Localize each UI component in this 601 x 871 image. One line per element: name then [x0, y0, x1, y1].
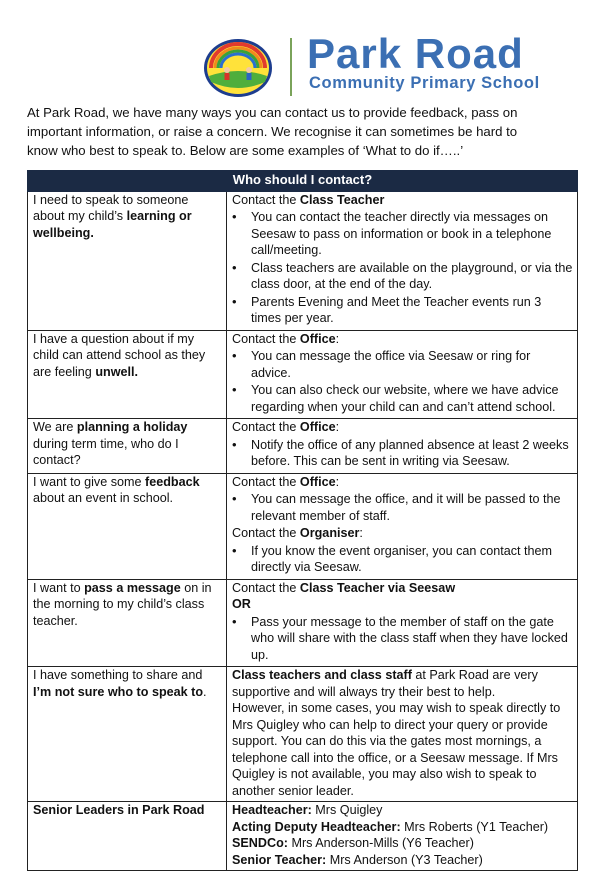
contact-who: Office [299, 331, 336, 346]
advice-list [232, 348, 573, 415]
table-header-row [28, 171, 578, 192]
question-text: on in the morning to my child’s class teacher. [33, 580, 212, 628]
leader-line [232, 819, 573, 836]
contact-who: Office [299, 420, 336, 434]
intro-line: know who best to speak to. Below are some examples of ‘What to do if…..’ [27, 143, 464, 158]
table-row [28, 802, 578, 871]
question-cell [28, 473, 227, 579]
leader-name: Mrs Anderson (Y3 Teacher) [326, 852, 483, 867]
question-emphasis: feedback [145, 474, 200, 489]
answer-cell [227, 330, 578, 419]
question-emphasis: unwell. [95, 364, 138, 379]
list-item: • You can message the office via Seesaw or ring for advice. [251, 348, 573, 381]
contact-table [27, 170, 578, 871]
question-emphasis: pass a message [84, 580, 181, 595]
question-cell [28, 579, 227, 667]
leaders-cell [227, 802, 578, 871]
contact-suffix: : [335, 331, 340, 346]
question-text: I want to [33, 580, 85, 595]
table-row [28, 419, 578, 474]
contact-who: Class Teacher [299, 192, 385, 207]
leader-line [232, 835, 573, 852]
advice-list [232, 209, 573, 327]
intro-paragraph [27, 103, 582, 160]
contact-who: Office [299, 474, 336, 489]
list-item: • Notify the office of any planned absence at least 2 weeks before. This can be sent in writing via Seesaw. [251, 437, 573, 470]
question-text: about an event in school. [33, 491, 174, 505]
question-text: We are [33, 420, 77, 434]
leader-role: Senior Teacher: [232, 852, 327, 867]
answer-text: at Park Road are very supportive and will always try their best to help. [232, 668, 538, 699]
leader-line [232, 852, 573, 869]
question-text: I need to speak to someone about my child’s [33, 192, 189, 223]
question-cell: Senior Leaders in Park Road [28, 802, 227, 871]
answer-cell [227, 473, 578, 579]
list-item: • You can contact the teacher directly via messages on Seesaw to pass on information or book in a telephone call/meeting. [251, 209, 573, 259]
list-item: • You can message the office, and it will be passed to the relevant member of staff. [251, 491, 573, 524]
contact-suffix: : [335, 420, 340, 434]
question-text: I have something to share and [33, 668, 203, 682]
answer-cell [227, 419, 578, 474]
answer-paragraph: However, in some cases, you may wish to speak directly to Mrs Quigley who can help to direct your query or provide support. You can do this via the gates most mornings, a telephone call into the office, or a Seesaw message. If Mrs Quigley is not available, you may also wish to speak to another senior leader. [232, 701, 561, 798]
list-item: • Parents Evening and Meet the Teacher events run 3 times per year. [251, 294, 573, 327]
leader-role: Acting Deputy Headteacher: [232, 819, 401, 834]
advice-list [232, 491, 573, 524]
leader-role: Headteacher: [232, 803, 312, 817]
question-text: I want to give some [33, 474, 145, 489]
list-item: • Class teachers are available on the playground, or via the class door, at the end of the day. [251, 260, 573, 293]
question-cell [28, 191, 227, 330]
leader-name: Mrs Roberts (Y1 Teacher) [400, 819, 549, 834]
answer-emphasis: Class teachers and class staff [232, 668, 412, 682]
school-subtitle: Community Primary School [309, 74, 540, 92]
question-emphasis: I’m not sure who to speak to [33, 684, 204, 699]
question-cell [28, 330, 227, 419]
contact-prefix: Contact the [232, 580, 300, 595]
contact-line [232, 331, 573, 348]
question-text: during term time, who do I contact? [33, 436, 179, 467]
contact-who: Organiser [299, 526, 360, 540]
answer-cell [227, 579, 578, 667]
contact-line [232, 419, 573, 436]
contact-prefix: Contact the [232, 474, 300, 489]
contact-prefix: Contact the [232, 331, 300, 346]
list-item: • If you know the event organiser, you can contact them directly via Seesaw. [251, 543, 573, 576]
contact-suffix: : [335, 474, 340, 489]
leader-name: Mrs Quigley [311, 803, 383, 817]
contact-who: Class Teacher via Seesaw [299, 580, 456, 595]
school-logo-icon [203, 36, 273, 98]
answer-cell [227, 667, 578, 802]
list-item: • You can also check our website, where we have advice regarding when your child can and can’t attend school. [251, 382, 573, 415]
table-row [28, 667, 578, 802]
contact-prefix: Contact the [232, 420, 300, 434]
table-row [28, 330, 578, 419]
table-row [28, 473, 578, 579]
question-text: I have a question about if my child can attend school as they are feeling [33, 331, 206, 379]
question-cell [28, 419, 227, 474]
contact-line [232, 192, 573, 209]
contact-line [232, 525, 573, 542]
contact-line [232, 474, 573, 491]
intro-line: important information, or raise a concern. We recognise it can sometimes be hard to [27, 124, 518, 139]
contact-prefix: Contact the [232, 526, 300, 540]
contact-suffix: : [359, 526, 363, 540]
table-row [28, 579, 578, 667]
school-name: Park Road [307, 30, 524, 77]
or-text: OR [232, 597, 251, 611]
leader-role: SENDCo: [232, 836, 288, 850]
question-cell [28, 667, 227, 802]
advice-list [232, 543, 573, 576]
table-row [28, 191, 578, 330]
contact-prefix: Contact the [232, 192, 300, 207]
intro-line: At Park Road, we have many ways you can contact us to provide feedback, pass on [27, 105, 518, 120]
advice-list [232, 614, 573, 664]
contact-line [232, 580, 573, 597]
leader-line [232, 802, 573, 819]
question-emphasis: learning or wellbeing. [33, 209, 192, 240]
letterhead [0, 30, 601, 100]
question-text: . [203, 684, 207, 699]
list-item: • Pass your message to the member of staff on the gate who will share with the class staff when they have locked up. [251, 614, 573, 664]
table-heading: Who should I contact? [28, 171, 578, 192]
leader-name: Mrs Anderson-Mills (Y6 Teacher) [287, 836, 474, 850]
header-divider [290, 38, 292, 96]
answer-paragraph [232, 667, 573, 700]
advice-list [232, 437, 573, 470]
question-emphasis: planning a holiday [76, 420, 188, 434]
answer-cell [227, 191, 578, 330]
